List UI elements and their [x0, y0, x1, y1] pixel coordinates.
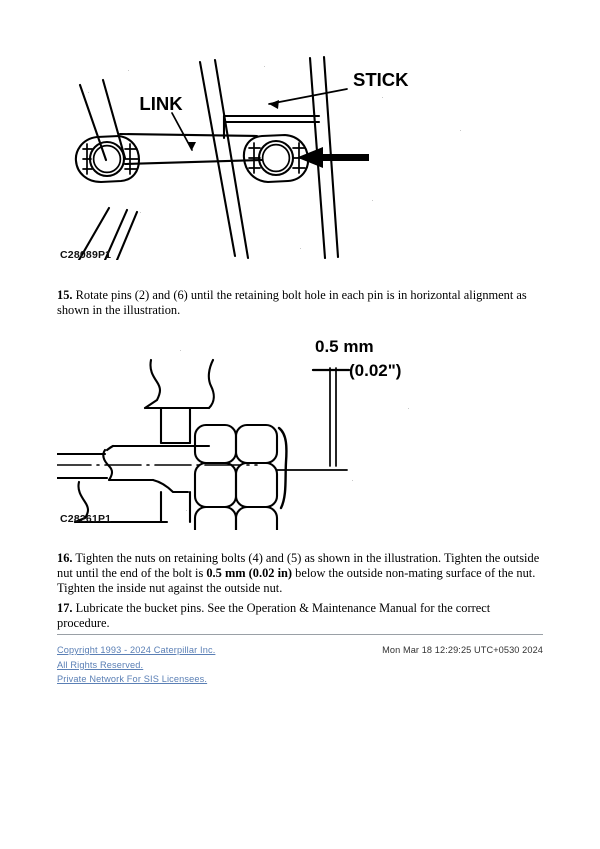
scan-speckle — [300, 248, 301, 249]
dimension-metric-label: 0.5 mm — [315, 337, 374, 356]
footer-timestamp: Mon Mar 18 12:29:25 UTC+0530 2024 — [382, 645, 543, 655]
figure-2-caption: C28261P1 — [60, 513, 112, 525]
scan-speckle — [382, 97, 383, 98]
stick-text-label: STICK — [353, 69, 409, 90]
scan-speckle — [186, 510, 187, 511]
scan-speckle — [372, 200, 373, 201]
private-network-link[interactable]: Private Network For SIS Licensees. — [57, 674, 208, 684]
step-16-paragraph — [57, 551, 543, 597]
link-text-label: LINK — [139, 93, 183, 114]
figure-link-stick — [57, 40, 543, 260]
scan-speckle — [140, 212, 141, 213]
scan-speckle — [88, 92, 89, 93]
step-15-number: 15. — [57, 288, 73, 302]
page-footer — [57, 643, 543, 693]
scan-speckle — [128, 70, 129, 71]
scan-speckle — [180, 350, 181, 351]
scan-speckle — [352, 480, 353, 481]
step-15-paragraph — [57, 288, 543, 318]
step-17-number: 17. — [57, 601, 73, 615]
stick-leader-arrowhead — [269, 100, 279, 109]
step-16-text-part-2: below the outside non-mating surface of the nut. Tighten the inside nut against the outside nut. — [57, 566, 536, 596]
scan-speckle — [408, 408, 409, 409]
figure-1-caption: C28089P1 — [60, 249, 112, 261]
scan-speckle — [460, 130, 461, 131]
footer-link-group — [57, 643, 357, 687]
step-16-number: 16. — [57, 551, 73, 565]
footer-divider — [57, 634, 543, 635]
step-16-spec-value: 0.5 mm (0.02 in) — [206, 566, 293, 581]
step-17-paragraph — [57, 601, 543, 631]
rights-reserved-link[interactable]: All Rights Reserved. — [57, 659, 144, 670]
scan-speckle — [264, 66, 265, 67]
link-leader-arrowhead — [187, 142, 196, 150]
step-17-text: Lubricate the bucket pins. See the Operation & Maintenance Manual for the correct procedure. — [57, 601, 491, 631]
dimension-imperial-label: (0.02") — [349, 361, 402, 380]
step-16-text-part-1: Tighten the nuts on retaining bolts (4) and (5) as shown in the illustration. Tighten the outside nut until the end of the bolt is — [57, 551, 540, 581]
copyright-link[interactable]: Copyright 1993 - 2024 Caterpillar Inc. — [57, 645, 216, 655]
step-15-text: Rotate pins (2) and (6) until the retaining bolt hole in each pin is in horizontal alignment as shown in the illustration. — [57, 288, 527, 318]
figure-nut-clearance — [57, 330, 543, 530]
